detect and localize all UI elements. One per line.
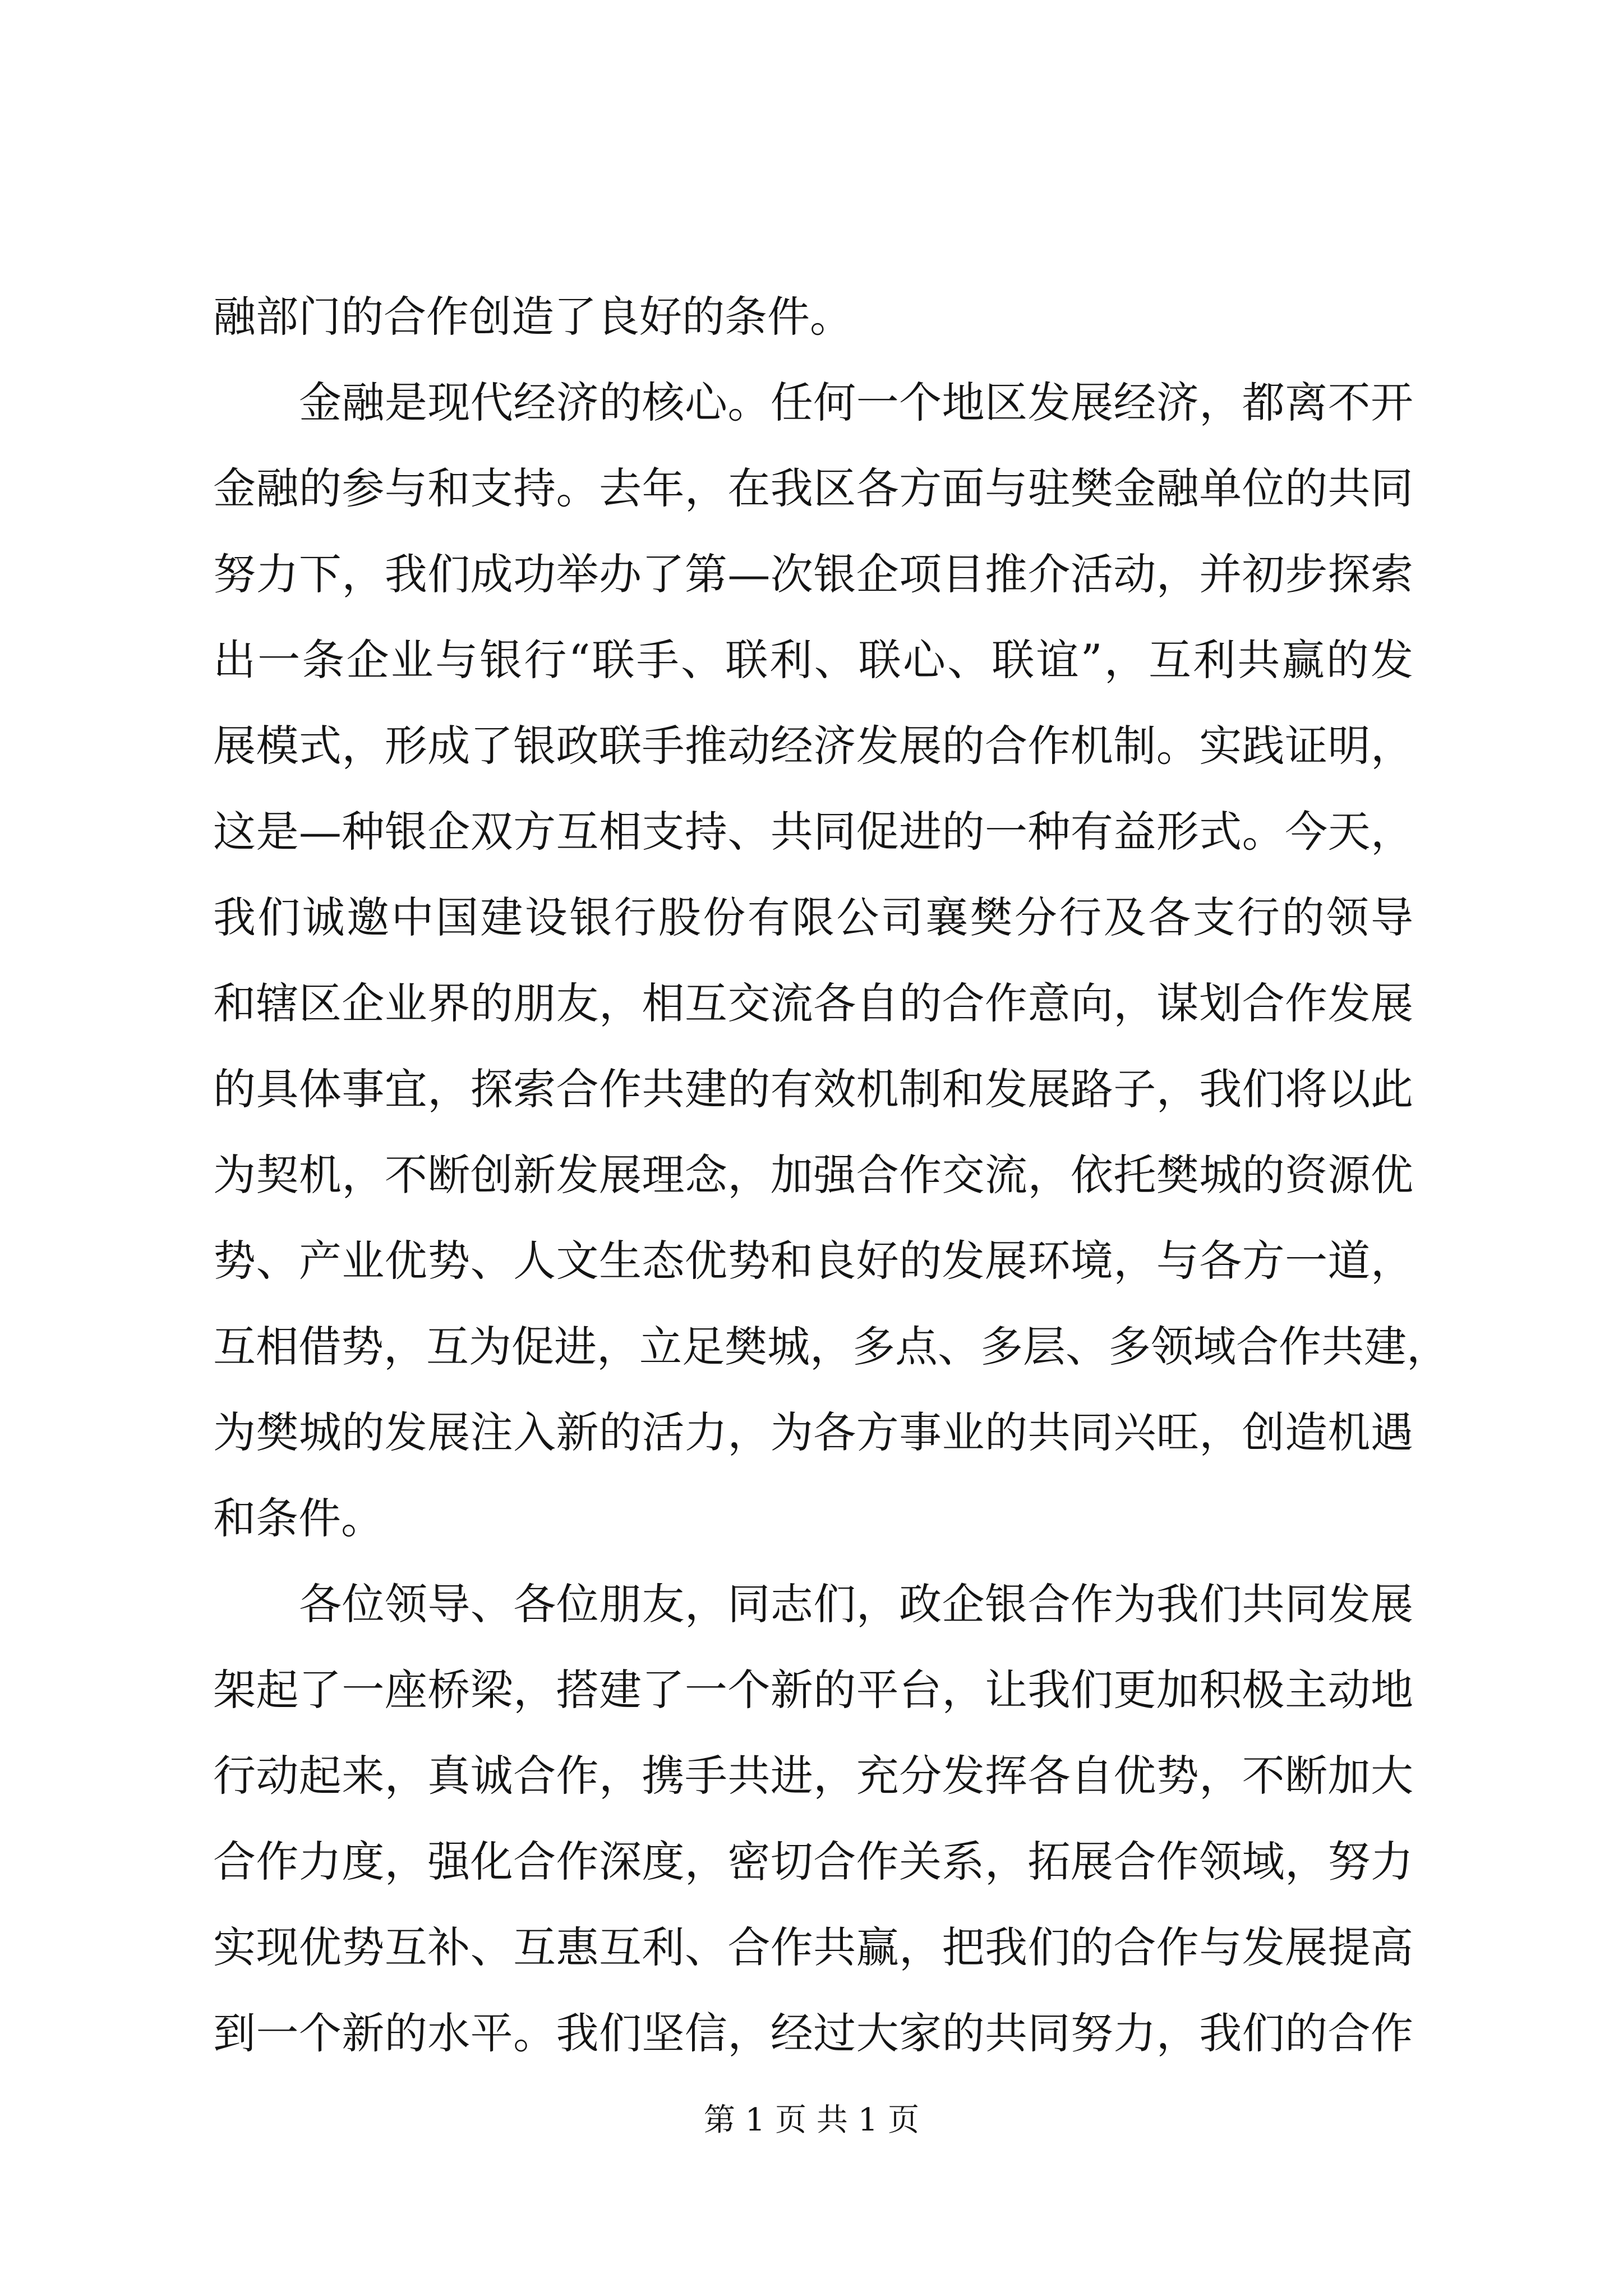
text-line: 行动起来，真诚合作，携手共进，充分发挥各自优势，不断加大 bbox=[213, 1751, 1413, 1801]
text-line: 和辖区企业界的朋友，相互交流各自的合作意向，谋划合作发展 bbox=[213, 978, 1413, 1028]
page-footer: 第 1 页 共 1 页 bbox=[703, 2102, 920, 2138]
text-line: 的具体事宜，探索合作共建的有效机制和发展路子，我们将以此 bbox=[213, 1064, 1413, 1114]
text-line: 展模式，形成了银政联手推动经济发展的合作机制。实践证明， bbox=[213, 721, 1413, 771]
text-line: 为樊城的发展注入新的活力，为各方事业的共同兴旺，创造机遇 bbox=[213, 1407, 1413, 1457]
text-line: 努力下，我们成功举办了第—次银企项目推介活动，并初步探索 bbox=[213, 549, 1413, 599]
text-line: 实现优势互补、互惠互利、合作共赢，把我们的合作与发展提高 bbox=[213, 1922, 1413, 1972]
text-line: 势、产业优势、人文生态优势和良好的发展环境，与各方一道， bbox=[213, 1236, 1413, 1286]
text-line: 合作力度，强化合作深度，密切合作关系，拓展合作领域，努力 bbox=[213, 1837, 1413, 1887]
text-line: 出一条企业与银行“联手、联利、联心、联谊”，互利共赢的发 bbox=[213, 635, 1413, 685]
text-line: 到一个新的水平。我们坚信，经过大家的共同努力，我们的合作 bbox=[213, 2008, 1413, 2058]
text-line: 这是—种银企双方互相支持、共同促进的一种有益形式。今天， bbox=[213, 807, 1413, 857]
text-line: 为契机，不断创新发展理念，加强合作交流，依托樊城的资源优 bbox=[213, 1150, 1413, 1200]
text-line: 金融是现代经济的核心。任何一个地区发展经济，都离不开 bbox=[299, 378, 1413, 427]
text-line: 互相借势，互为促进，立足樊城，多点、多层、多领域合作共建， bbox=[213, 1322, 1449, 1372]
text-line: 金融的参与和支持。去年，在我区各方面与驻樊金融单位的共同 bbox=[213, 463, 1413, 513]
text-line: 我们诚邀中国建设银行股份有限公司襄樊分行及各支行的领导 bbox=[213, 892, 1413, 942]
text-line: 架起了一座桥梁，搭建了一个新的平台，让我们更加积极主动地 bbox=[213, 1665, 1413, 1715]
text-line: 各位领导、各位朋友，同志们，政企银合作为我们共同发展 bbox=[299, 1579, 1413, 1629]
text-line: 和条件。 bbox=[213, 1493, 384, 1543]
text-line: 融部门的合作创造了良好的条件。 bbox=[213, 292, 852, 342]
body-text bbox=[213, 274, 1449, 2076]
